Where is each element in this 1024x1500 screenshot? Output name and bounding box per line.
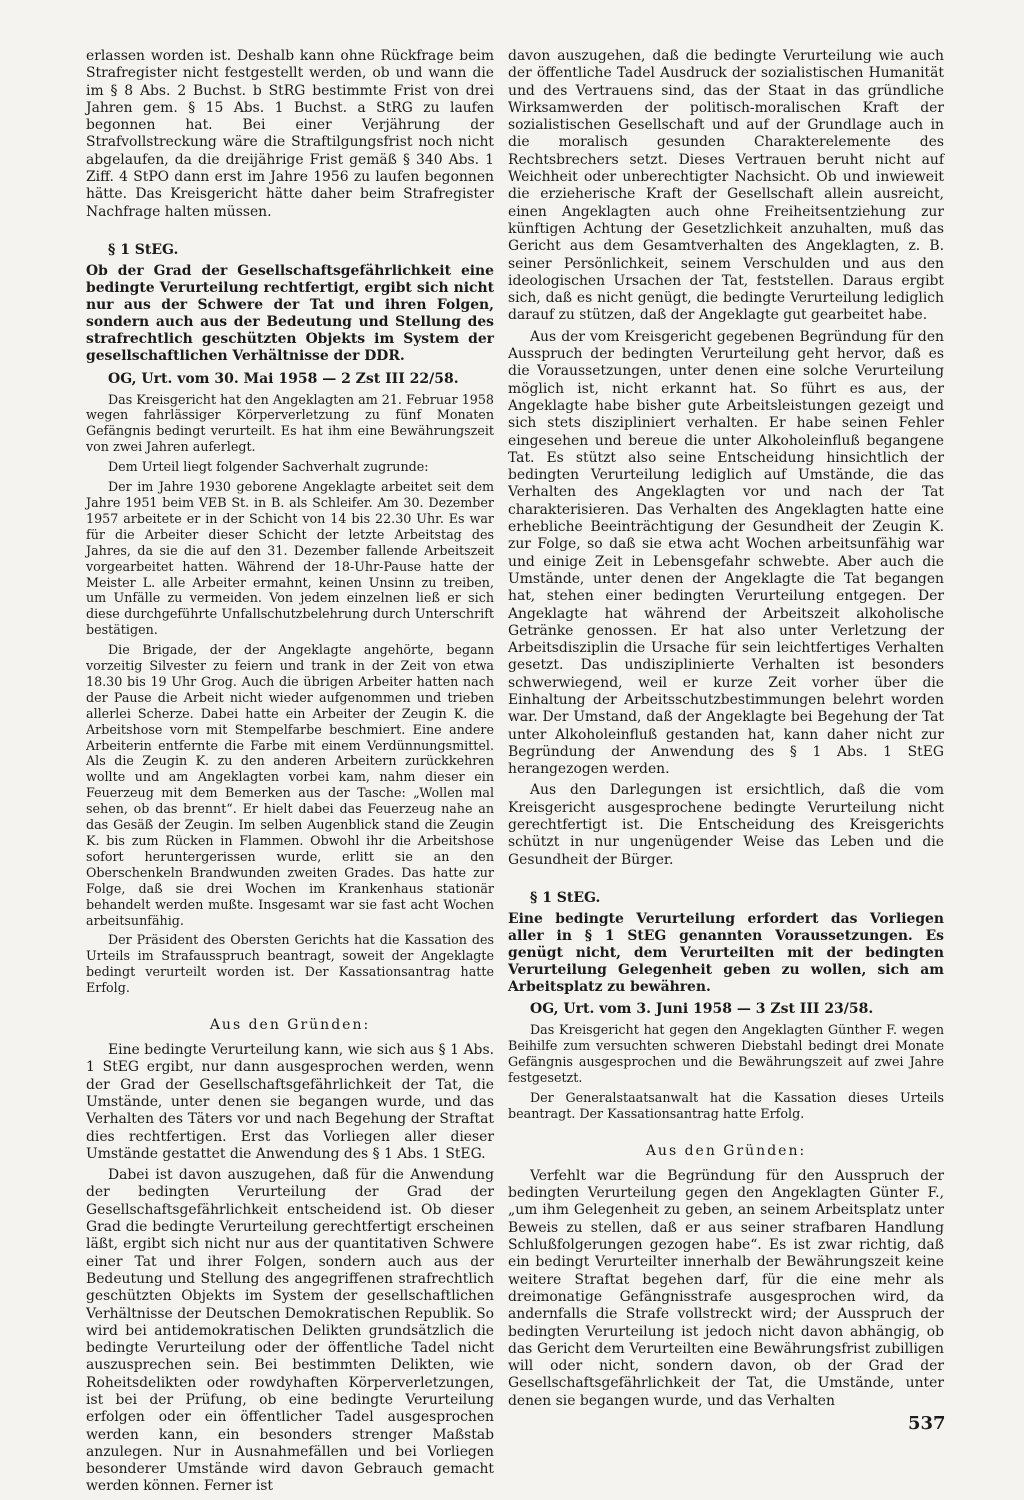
case-reference: OG, Urt. vom 3. Juni 1958 — 3 Zst III 23/58. — [530, 1001, 874, 1018]
paragraph: Aus den Darlegungen ist ersichtlich, daß die vom Kreisgericht ausgesprochene bedingte Verurteilung nicht gerechtfertigt ist. Die Entscheidung des Kreisgerichts schützt in nur ungenügender Weise das Leben und die Gesundheit der Bürger. — [508, 782, 944, 868]
paragraph: Aus der vom Kreisgericht gegebenen Begründung für den Ausspruch der bedingten Verurteilung geht hervor, daß es die Voraussetzungen, unter denen eine solche Verurteilung möglich ist, nicht erkannt hat. So führt es aus, der Angeklagte habe bisher gute Arbeitsleistungen gezeigt und sich stets diszipliniert verhalten. Er habe seinen Fehler eingesehen und bereue die unter Alkoholeinfluß begangene Tat. Es stützt also seine Entscheidung hinsichtlich der bedingten Verurteilung lediglich auf Umstände, die das Verhalten des Angeklagten vor und nach der Tat charakterisieren. Das Verhalten des Angeklagten hatte eine erhebliche Beeinträchtigung der Gesundheit der Zeugin K. zur Folge, so daß sie etwa acht Wochen arbeitsunfähig war und einige Zeit in Lebensgefahr schwebte. Aber auch die Umstände, unter denen der Angeklagte die Tat begangen hat, stehen einer bedingten Verurteilung entgegen. Der Angeklagte hat während der Arbeitszeit alkoholische Getränke genossen. Er hat also unter Verletzung der Arbeitsdisziplin die Ursache für sein leichtfertiges Verhalten gesetzt. Das undisziplinierte Verhalten ist besonders schwerwiegend, weil er kurze Zeit vorher über die Einhaltung der Arbeitsschutzbestimmungen belehrt worden war. Der Umstand, daß der Angeklagte bei Begehung der Tat unter Alkoholeinfluß gestanden hat, kann daher nicht zur Begründung der Anwendung des § 1 Abs. 1 StEG herangezogen werden. — [508, 328, 944, 778]
facts-paragraph: Die Brigade, der der Angeklagte angehörte, begann vorzeitig Silvester zu feiern und trank in der Zeit von etwa 18.30 bis 19 Uhr Grog. Auch die übrigen Arbeiter hatten nach der Pause die Arbeit nicht wieder aufgenommen und trieben allerlei Scherze. Dabei hatte ein Arbeiter der Zeugin K. die Arbeitshose vorn mit Stempelfarbe beschmiert. Eine andere Arbeiterin entfernte die Farbe mit einem Verdünnungsmittel. Als die Zeugin K. zu den anderen Arbeitern zurückkehren wollte und am Angeklagten vorbei kam, nahm dieser ein Feuerzeug mit dem Bemerken aus der Tasche: „Wollen mal sehen, ob das brennt“. Er hielt dabei das Feuerzeug nahe an das Gesäß der Zeugin. Im selben Augenblick stand die Zeugin K. bis zum Rücken in Flammen. Obwohl ihr die Arbeitshose sofort heruntergerissen wurde, erlitt sie an den Oberschenkeln Brandwunden zweiten Grades. Das hatte zur Folge, daß sie drei Wochen im Krankenhaus stationär behandelt werden mußte. Insgesamt war sie fast acht Wochen arbeitsunfähig. — [86, 642, 494, 928]
facts-paragraph: Dem Urteil liegt folgender Sachverhalt zugrunde: — [108, 459, 429, 475]
paragraph: erlassen worden ist. Deshalb kann ohne Rückfrage beim Strafregister nicht festgestellt werden, ob und wann die im § 8 Abs. 2 Buchst. b StRG bestimmte Frist von drei Jahren gem. § 15 Abs. 1 Buchst. a StRG zu laufen begonnen hat. Bei einer Verjährung der Strafvollstreckung wäre die Straftilgungsfrist noch nicht abgelaufen, da die dreijährige Frist gemäß § 340 Abs. 1 Ziff. 4 StPO dann erst im Jahre 1956 zu laufen begonnen hätte. Das Kreisgericht hätte daher beim Strafregister Nachfrage halten müssen. — [86, 48, 494, 220]
page-number: 537 — [908, 1413, 946, 1434]
grounds-heading: Aus den Gründen: — [209, 1017, 371, 1034]
paragraph: Verfehlt war die Begründung für den Ausspruch der bedingten Verurteilung gegen den Angeklagten Günter F., „um ihm Gelegenheit zu geben, an seinem Arbeitsplatz unter Beweis zu stellen, daß er aus seiner strafbaren Handlung Schlußfolgerungen gezogen habe“. Es ist zwar richtig, daß ein bedingt Verurteilter innerhalb der Bewährungszeit keine weitere Straftat begehen darf, für die eine mehr als dreimonatige Gefängnisstrafe ausgesprochen wird, da andernfalls die Strafe vollstreckt wird; der Ausspruch der bedingten Verurteilung ist jedoch nicht davon abhängig, ob das Gericht dem Verurteilten eine Bewährungsfrist zubilligen will oder nicht, sondern davon, ob der Grad der Gesellschaftsgefährlichkeit der Tat, die Umstände, unter denen sie begangen wurde, und das Verhalten — [508, 1167, 944, 1409]
case-reference: OG, Urt. vom 30. Mai 1958 — 2 Zst III 22/58. — [108, 370, 459, 387]
paragraph: davon auszugehen, daß die bedingte Verurteilung wie auch der öffentliche Tadel Ausdruck der sozialistischen Humanität und des Vertrauens sind, das der Staat in das gründliche Wirksamwerden der politisch-moralischen Kraft der sozialistischen Gesellschaft und auf der Grundlage auch in die moralisch gesunden Charakterelemente des Rechtsbrechers setzt. Dieses Vertrauen beruht nicht auf Weichheit oder unberechtigter Nachsicht. Ob und inwieweit die erzieherische Kraft der Gesellschaft allein ausreicht, einen Angeklagten auch ohne Freiheitsentziehung zur künftigen Achtung der Gesetzlichkeit anzuhalten, muß das Gericht aus dem Gesamtverhalten des Angeklagten, z. B. seiner Persönlichkeit, seinem Verschulden und aus den ideologischen Ursachen der Tat, feststellen. Daraus ergibt sich, daß es nicht genügt, die bedingte Verurteilung lediglich darauf zu stützen, daß der Angeklagte gut gearbeitet habe. — [508, 48, 944, 324]
headnote: Eine bedingte Verurteilung erfordert das Vorliegen aller in § 1 StEG genannten Voraussetzungen. Es genügt nicht, dem Verurteilten mit der bedingten Verurteilung Gelegenheit geben zu wollen, sich am Arbeitsplatz zu bewähren. — [508, 910, 944, 996]
paragraph: Eine bedingte Verurteilung kann, wie sich aus § 1 Abs. 1 StEG ergibt, nur dann ausgesprochen werden, wenn der Grad der Gesellschaftsgefährlichkeit der Tat, die Umstände, unter denen sie begangen wurde, und das Verhalten des Täters vor und nach Begehung der Straftat dies rechtfertigen. Erst das Vorliegen aller dieser Umstände gestattet die Anwendung des § 1 Abs. 1 StEG. — [86, 1042, 494, 1162]
right-column — [508, 48, 944, 1414]
headnote: Ob der Grad der Gesellschaftsgefährlichkeit eine bedingte Verurteilung rechtfertigt, ergibt sich nicht nur aus der Schwere der Tat und ihren Folgen, sondern auch aus der Bedeutung und Stellung des strafrechtlich geschützten Objekts im System der gesellschaftlichen Verhältnisse der DDR. — [86, 262, 494, 365]
facts-paragraph: Der Präsident des Obersten Gerichts hat die Kassation des Urteils im Strafausspruch beantragt, soweit der Angeklagte bedingt verurteilt worden ist. Der Kassationsantrag hatte Erfolg. — [86, 932, 494, 996]
facts-paragraph: Das Kreisgericht hat den Angeklagten am 21. Februar 1958 wegen fahrlässiger Körperverletzung zu fünf Monaten Gefängnis bedingt verurteilt. Es hat ihm eine Bewährungszeit von zwei Jahren auferlegt. — [86, 391, 494, 455]
left-column — [86, 48, 494, 1500]
paragraph: Dabei ist davon auszugehen, daß für die Anwendung der bedingten Verurteilung der Grad der Gesellschaftsgefährlichkeit entscheidend ist. Ob dieser Grad die bedingte Verurteilung gerechtfertigt erscheinen läßt, ergibt sich nicht nur aus der quantitativen Schwere einer Tat und ihrer Folgen, sondern auch aus der Bedeutung und Stellung des angegriffenen strafrechtlich geschützten Objekts im System der gesellschaftlichen Verhältnisse der Deutschen Demokratischen Republik. So wird bei antidemokratischen Delikten grundsätzlich die bedingte Verurteilung oder der öffentliche Tadel nicht auszusprechen sein. Bei bestimmten Delikten, wie Roheitsdelikten oder rowdyhaften Körperverletzungen, ist bei der Prüfung, ob eine bedingte Verurteilung erfolgen oder ein öffentlicher Tadel ausgesprochen werden kann, ein besonders strenger Maßstab anzulegen. Nur in Ausnahmefällen und bei Vorliegen besonderer Umstände wird davon Gebrauch gemacht werden können. Ferner ist — [86, 1167, 494, 1495]
section-heading: § 1 StEG. — [108, 241, 179, 258]
facts-paragraph: Der im Jahre 1930 geborene Angeklagte arbeitet seit dem Jahre 1951 beim VEB St. in B. als Schleifer. Am 30. Dezember 1957 arbeitete er in der Schicht von 14 bis 22.30 Uhr. Es war für die Arbeiter dieser Schicht der letzte Arbeitstag des Jahres, da sie die auf den 31. Dezember fallende Arbeitszeit vorgearbeitet hatten. Während der 18-Uhr-Pause hatte der Meister L. alle Arbeiter ermahnt, keinen Unsinn zu treiben, um Unfälle zu vermeiden. Von jedem einzelnen ließ er sich diese durchgeführte Unfallschutzbelehrung durch Unterschrift bestätigen. — [86, 479, 494, 638]
section-heading: § 1 StEG. — [530, 889, 601, 906]
grounds-heading: Aus den Gründen: — [645, 1142, 807, 1159]
facts-paragraph: Das Kreisgericht hat gegen den Angeklagten Günther F. wegen Beihilfe zum versuchten schweren Diebstahl bedingt drei Monate Gefängnis ausgesprochen und die Bewährungszeit auf zwei Jahre festgesetzt. — [508, 1022, 944, 1086]
facts-paragraph: Der Generalstaatsanwalt hat die Kassation dieses Urteils beantragt. Der Kassationsantrag hatte Erfolg. — [508, 1090, 944, 1121]
